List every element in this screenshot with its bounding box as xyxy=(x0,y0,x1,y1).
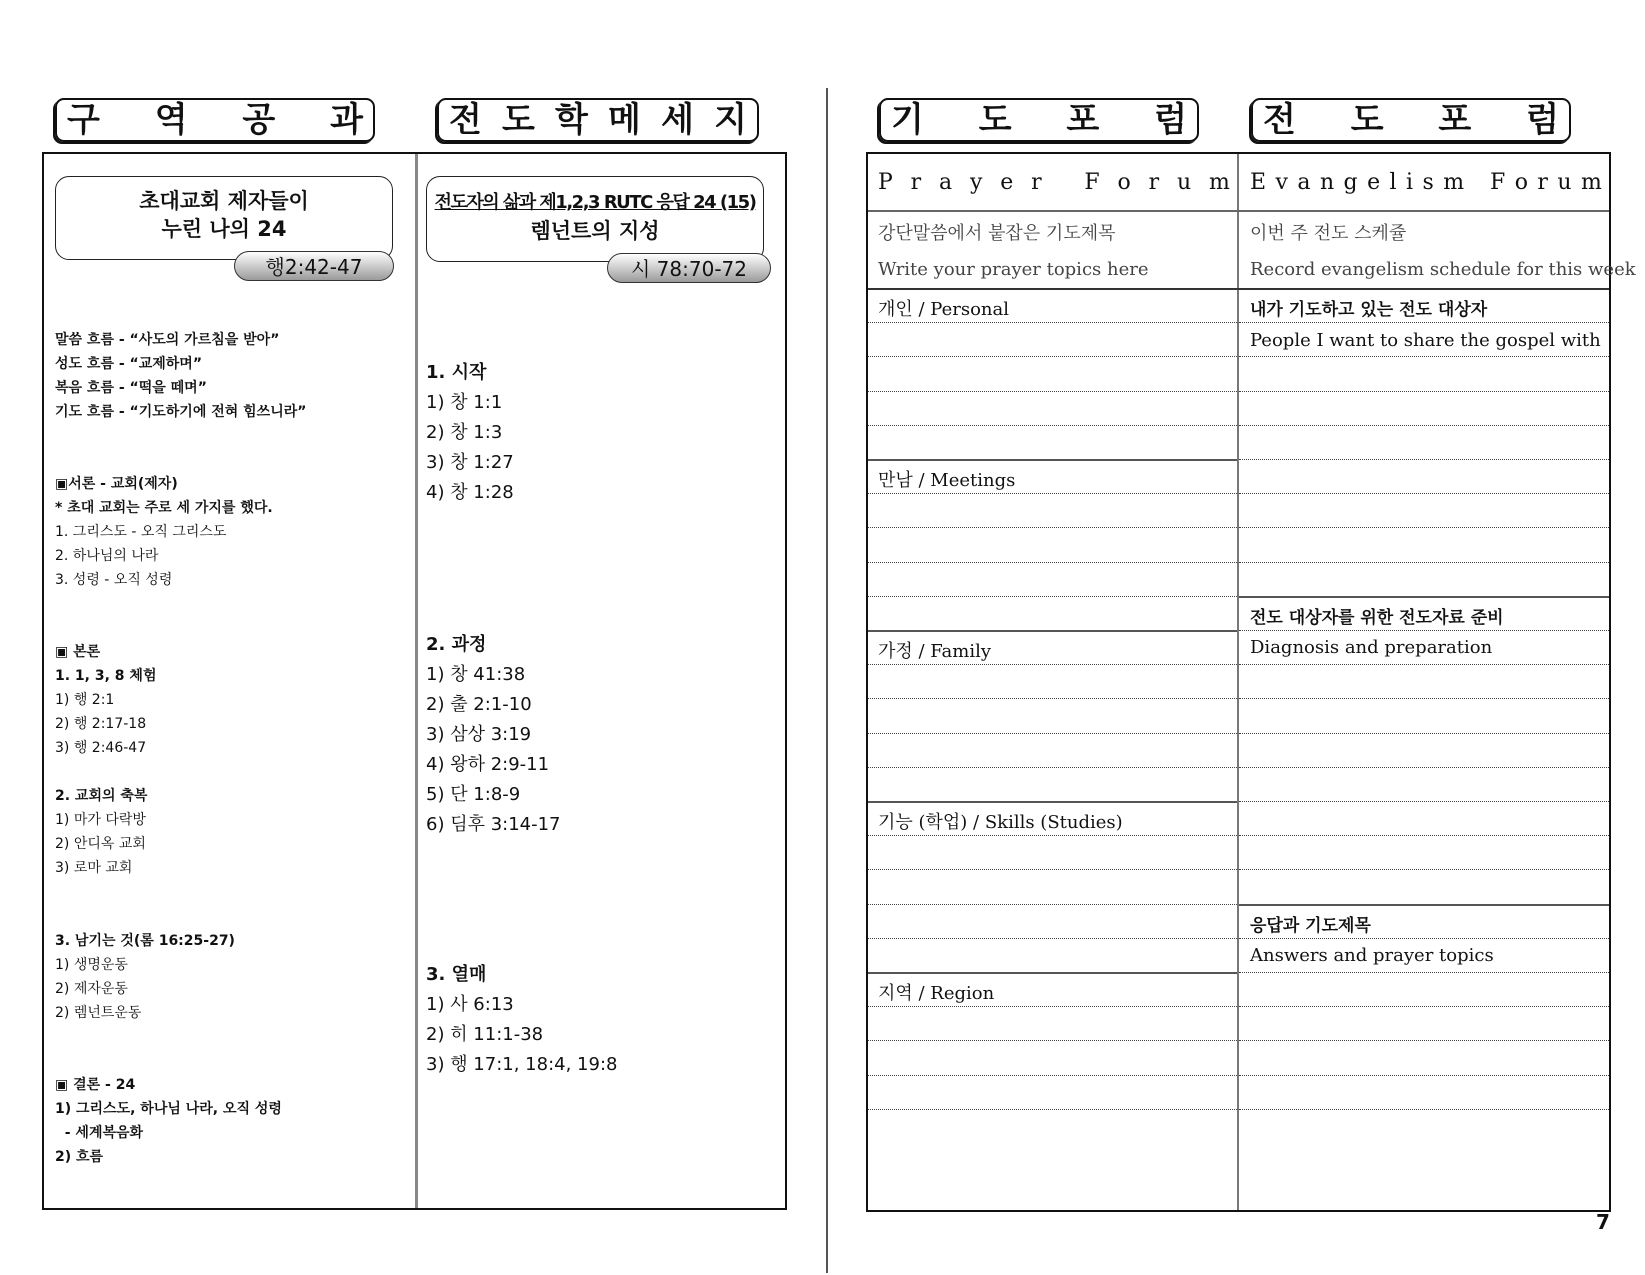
evangelism-section2-ko: 전도 대상자를 위한 전도자료 준비 xyxy=(1250,608,1504,628)
part3-item: 1) 사 6:13 xyxy=(426,994,514,1015)
conclusion-item: - 세계복음화 xyxy=(55,1125,144,1141)
title-letter: a xyxy=(1297,170,1311,195)
prayer-subtitle-ko: 강단말씀에서 붙잡은 기도제목 xyxy=(878,223,1116,244)
message-part2 xyxy=(426,630,561,840)
title-letter: o xyxy=(1514,170,1528,195)
part2-item: 1) 창 41:38 xyxy=(426,664,526,685)
evangelism-subtitle-ko: 이번 주 전도 스케쥴 xyxy=(1250,223,1407,244)
dotted-rule xyxy=(1239,1006,1609,1007)
section3-item: 1) 생명운동 xyxy=(55,957,128,973)
dotted-rule xyxy=(1239,664,1609,665)
dotted-rule xyxy=(868,938,1237,939)
dotted-rule xyxy=(1239,869,1609,870)
header-char: 역 xyxy=(154,100,188,140)
lesson-title-line1: 초대교회 제자들이 xyxy=(139,189,309,213)
section1-item: 3) 행 2:46-47 xyxy=(55,740,147,756)
part3-item: 3) 행 17:1, 18:4, 19:8 xyxy=(426,1054,618,1075)
header-char: 공 xyxy=(242,100,276,140)
dotted-rule xyxy=(1239,322,1609,323)
section-rule xyxy=(1239,904,1609,906)
header-char: 메 xyxy=(608,100,641,140)
title-letter: s xyxy=(1422,170,1434,195)
dotted-rule xyxy=(1239,630,1609,631)
evangelism-section3-ko: 응답과 기도제목 xyxy=(1250,916,1371,936)
part2-item: 6) 딤후 3:14-17 xyxy=(426,814,561,835)
dotted-rule xyxy=(868,425,1237,426)
header-char: 구 xyxy=(67,100,100,140)
section-rule xyxy=(1239,596,1609,598)
message-part3 xyxy=(426,960,617,1080)
section-rule xyxy=(868,630,1237,632)
title-letter: o xyxy=(1117,170,1131,195)
lesson-body xyxy=(55,640,156,760)
section1-heading: 1. 1, 3, 8 체험 xyxy=(55,668,157,684)
title-letter: u xyxy=(1557,170,1572,195)
title-letter: m xyxy=(1208,170,1230,195)
title-letter: P xyxy=(878,170,893,195)
part1-item: 1) 창 1:1 xyxy=(426,392,503,413)
flow-line: 성도 흐름 - “교제하며” xyxy=(55,356,203,372)
page-number: 7 xyxy=(1596,1210,1610,1234)
title-letter: y xyxy=(970,170,983,195)
part2-heading: 2. 과정 xyxy=(426,634,487,655)
title-letter: r xyxy=(910,170,922,195)
flow-line: 기도 흐름 - “기도하기에 전혀 힘쓰니라” xyxy=(55,404,307,420)
section2-heading: 2. 교회의 축복 xyxy=(55,788,148,804)
conclusion-item: 2) 흐름 xyxy=(55,1149,104,1165)
part1-heading: 1. 시작 xyxy=(426,362,487,383)
dotted-rule xyxy=(868,493,1237,494)
prayer-category-personal: 개인 / Personal xyxy=(878,299,1009,320)
section2-item: 1) 마가 다락방 xyxy=(55,812,146,828)
message-part1 xyxy=(426,358,514,508)
body-heading: ▣ 본론 xyxy=(55,644,101,660)
conclusion-heading: ▣ 결론 - 24 xyxy=(55,1077,136,1093)
header-char: 럼 xyxy=(1154,100,1187,140)
header-char: 학 xyxy=(555,100,588,140)
section-rule xyxy=(868,801,1237,803)
lesson-reference-pill: 행2:42-47 xyxy=(234,251,394,281)
page-gutter-line xyxy=(826,88,828,1273)
section-rule xyxy=(868,459,1237,461)
dotted-rule xyxy=(1239,938,1609,939)
part3-heading: 3. 열매 xyxy=(426,964,487,985)
header-char: 과 xyxy=(330,100,363,140)
header-char: 세 xyxy=(661,100,694,140)
dotted-rule xyxy=(1239,493,1609,494)
evangelism-section3-en: Answers and prayer topics xyxy=(1250,945,1494,966)
header-char: 포 xyxy=(1438,100,1472,140)
prayer-forum-title xyxy=(878,170,1230,195)
prayer-category-skills: 기능 (학업) / Skills (Studies) xyxy=(878,812,1123,833)
message-title-line2: 렘넌트의 지성 xyxy=(530,219,660,243)
dotted-rule xyxy=(1239,356,1609,357)
dotted-rule xyxy=(868,1040,1237,1041)
dotted-rule xyxy=(868,733,1237,734)
intro-item: 2. 하나님의 나라 xyxy=(55,548,159,564)
dotted-rule xyxy=(868,322,1237,323)
prayer-category-meetings: 만남 / Meetings xyxy=(878,470,1016,491)
dotted-rule xyxy=(1239,459,1609,460)
dotted-rule xyxy=(1239,1109,1609,1110)
dotted-rule xyxy=(868,391,1237,392)
section2-item: 2) 안디옥 교회 xyxy=(55,836,146,852)
lesson-section2 xyxy=(55,784,147,880)
part2-item: 5) 단 1:8-9 xyxy=(426,784,521,805)
title-letter: i xyxy=(1406,170,1414,195)
part2-item: 2) 출 2:1-10 xyxy=(426,694,532,715)
dotted-rule xyxy=(1239,698,1609,699)
header-tab-evangelism-message xyxy=(437,98,759,142)
dotted-rule xyxy=(1239,835,1609,836)
intro-item: 3. 성령 - 오직 성령 xyxy=(55,572,173,588)
intro-heading: ▣서론 - 교회(제자) xyxy=(55,476,178,492)
dotted-rule xyxy=(868,1075,1237,1076)
header-char: 기 xyxy=(891,100,924,140)
title-letter: F xyxy=(1084,170,1100,195)
title-letter: m xyxy=(1443,170,1465,195)
part2-item: 4) 왕하 2:9-11 xyxy=(426,754,550,775)
dotted-rule xyxy=(1239,391,1609,392)
title-letter: m xyxy=(1580,170,1602,195)
message-title-box xyxy=(426,176,764,262)
header-char: 지 xyxy=(714,100,747,140)
header-char: 럼 xyxy=(1526,100,1559,140)
title-letter: F xyxy=(1490,170,1506,195)
prayer-category-family: 가정 / Family xyxy=(878,641,992,662)
header-char: 포 xyxy=(1066,100,1100,140)
intro-sub: * 초대 교회는 주로 세 가지를 했다. xyxy=(55,500,273,516)
header-tab-district-lesson xyxy=(55,98,375,142)
lesson-intro xyxy=(55,472,273,592)
prayer-category-region: 지역 / Region xyxy=(878,983,995,1004)
part1-item: 4) 창 1:28 xyxy=(426,482,514,503)
forum-column-divider xyxy=(1237,154,1239,1210)
dotted-rule xyxy=(868,698,1237,699)
lesson-flow xyxy=(55,328,306,424)
title-letter: l xyxy=(1389,170,1397,195)
header-char: 도 xyxy=(502,100,535,140)
evangelism-section2-en: Diagnosis and preparation xyxy=(1250,637,1493,658)
dotted-rule xyxy=(1239,767,1609,768)
title-letter: r xyxy=(1031,170,1042,195)
intro-item: 1. 그리스도 - 오직 그리스도 xyxy=(55,524,227,540)
message-reference-pill: 시 78:70-72 xyxy=(607,253,771,283)
title-rule xyxy=(868,210,1609,212)
section3-heading: 3. 남기는 것(롬 16:25-27) xyxy=(55,933,235,949)
dotted-rule xyxy=(868,527,1237,528)
title-letter: E xyxy=(1250,170,1267,195)
section-rule xyxy=(868,972,1237,974)
title-letter: v xyxy=(1275,170,1288,195)
dotted-rule xyxy=(868,1006,1237,1007)
title-letter: e xyxy=(1000,170,1014,195)
header-char: 전 xyxy=(449,100,482,140)
dotted-rule xyxy=(1239,425,1609,426)
dotted-rule xyxy=(868,356,1237,357)
title-letter: u xyxy=(1176,170,1192,195)
part1-item: 3) 창 1:27 xyxy=(426,452,514,473)
message-title-line1: 전도자의 삶과 제1,2,3 RUTC 응답 24 (15) xyxy=(434,192,756,213)
part1-item: 2) 창 1:3 xyxy=(426,422,503,443)
lesson-section3 xyxy=(55,929,235,1025)
evangelism-forum-title xyxy=(1250,170,1602,195)
evangelism-section1-ko: 내가 기도하고 있는 전도 대상자 xyxy=(1250,300,1488,320)
title-letter: n xyxy=(1319,170,1335,195)
dotted-rule xyxy=(868,562,1237,563)
dotted-rule xyxy=(868,1109,1237,1110)
title-letter xyxy=(1060,170,1067,195)
section1-item: 1) 행 2:1 xyxy=(55,692,115,708)
dotted-rule xyxy=(868,767,1237,768)
flow-line: 말씀 흐름 - “사도의 가르침을 받아” xyxy=(55,332,280,348)
dotted-rule xyxy=(1239,733,1609,734)
dotted-rule xyxy=(1239,527,1609,528)
section3-item: 2) 제자운동 xyxy=(55,981,128,997)
title-letter: a xyxy=(939,170,953,195)
header-char: 도 xyxy=(978,100,1012,140)
dotted-rule xyxy=(1239,562,1609,563)
flow-line: 복음 흐름 - “떡을 떼며” xyxy=(55,380,207,396)
title-letter: g xyxy=(1343,170,1358,195)
lesson-conclusion xyxy=(55,1073,282,1169)
dotted-rule xyxy=(868,904,1237,905)
title-letter: r xyxy=(1148,170,1160,195)
lesson-title-box xyxy=(55,176,393,260)
subtitle-rule xyxy=(868,288,1609,290)
conclusion-item: 1) 그리스도, 하나님 나라, 오직 성령 xyxy=(55,1101,282,1117)
title-letter: e xyxy=(1367,170,1381,195)
header-tab-prayer-forum xyxy=(879,98,1199,142)
dotted-rule xyxy=(868,596,1237,597)
part3-item: 2) 히 11:1-38 xyxy=(426,1024,544,1045)
header-char: 도 xyxy=(1350,100,1384,140)
title-letter xyxy=(1474,170,1481,195)
dotted-rule xyxy=(868,869,1237,870)
evangelism-section1-en: People I want to share the gospel with xyxy=(1250,330,1601,351)
section3-item: 2) 렘넌트운동 xyxy=(55,1005,142,1021)
header-tab-evangelism-forum xyxy=(1251,98,1571,142)
evangelism-subtitle-en: Record evangelism schedule for this week xyxy=(1250,259,1636,280)
dotted-rule xyxy=(1239,1075,1609,1076)
section2-item: 3) 로마 교회 xyxy=(55,860,133,876)
dotted-rule xyxy=(1239,1040,1609,1041)
dotted-rule xyxy=(868,835,1237,836)
dotted-rule xyxy=(1239,801,1609,802)
column-divider xyxy=(415,154,418,1208)
prayer-subtitle-en: Write your prayer topics here xyxy=(878,259,1149,280)
lesson-title-line2: 누린 나의 24 xyxy=(161,217,287,241)
header-char: 전 xyxy=(1263,100,1296,140)
section1-item: 2) 행 2:17-18 xyxy=(55,716,147,732)
dotted-rule xyxy=(868,664,1237,665)
part2-item: 3) 삼상 3:19 xyxy=(426,724,532,745)
title-letter: r xyxy=(1537,170,1548,195)
dotted-rule xyxy=(1239,972,1609,973)
